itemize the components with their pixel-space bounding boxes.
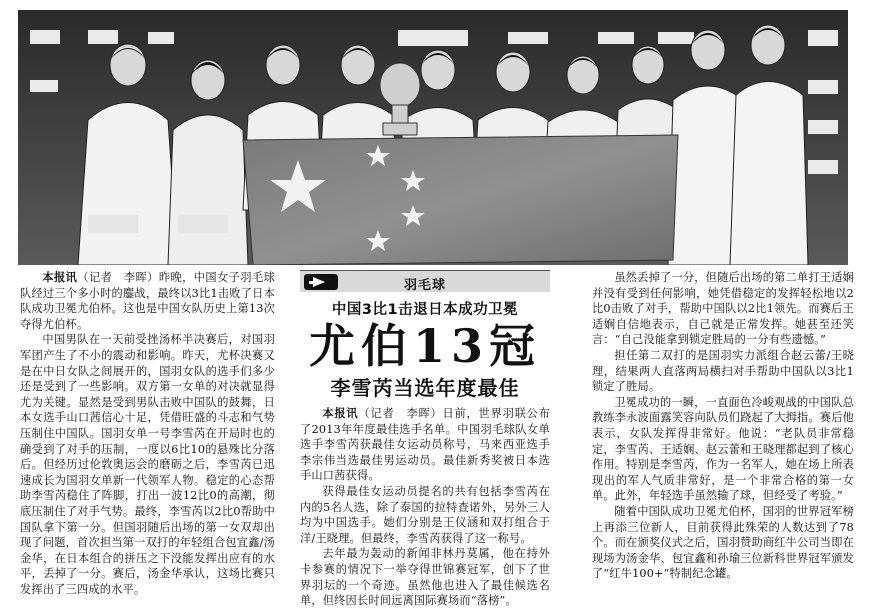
left-paragraph: 中国男队在一天前受挫汤杯半决赛后，对国羽军团产生了不小的震动和影响。昨天，尤杯决赛又是在中日女队之间展开的，国羽女队的选手们多少还是受到了一些影响。双方第一女单的对决就显得尤为关键。显然是受到男队击败中国队的鼓舞，日本女选手山口茜信心十足，凭借旺盛的斗志和气势压制住中国队。国羽女单一号李雪芮在开局时也的确受到了对手的压制，一度以6比10的悬殊比分落后。但经历过伦敦奥运会的磨砺之后，李雪芮已迅速成长为国羽女单新一代领军人物。稳定的心态帮助李雪芮稳住了阵脚，打出一波12比0的高潮，彻底压制住了对手气势。最终，李雪芮以2比0帮助中国队拿下第一分。但国羽随后出场的第一女双却出现了问题，首次担当第一双打的年轻组合包宜鑫/汤金华，在日本组合的拼压之下没能发挥出应有的水平，丢掉了一分。赛后，汤金华承认，这场比赛只发挥出了三四成的水平。 (20, 333, 275, 596)
section-bar (300, 270, 550, 292)
right-paragraph: 随着中国队成功卫冕尤伯杯，国羽的世界冠军榜上再添三位新人，目前获得此殊荣的人数达到了78个。而在颁奖仪式之后，国羽赞助商红牛公司当即在现场为汤金华、包宜鑫和孙瑜三位新科世界冠军颁发了“红牛100+”特制纪念罐。 (592, 504, 854, 581)
right-paragraph: 担任第二双打的是国羽实力派组合赵云蕾/王晓理，结果两人直落两局横扫对手帮助中国队以3比1锁定了胜局。 (592, 348, 854, 394)
article-deck: 李雪芮当选年度最佳 (330, 376, 520, 400)
team-photo-graphic (18, 10, 848, 265)
section-label: 羽毛球 (403, 278, 446, 293)
right-article-column (592, 270, 854, 610)
article-subhead: 中国3比1击退日本成功卫冕 (331, 302, 519, 318)
center-article (300, 270, 550, 610)
center-article-body (300, 406, 550, 609)
trophy-icon (380, 63, 420, 135)
center-lead-text: （记者 李晖）日前，世界羽联公布了2013年年度最佳选手名单。中国羽毛球队女单选手李雪芮获最佳女运动员称号，马来西亚选手李宗伟当选最佳男运动员。最佳新秀奖被日本选手山口茜获得。 (300, 407, 551, 483)
team-photo (18, 10, 848, 265)
center-byline: 本报讯 (322, 406, 359, 420)
chinese-flag (243, 135, 678, 265)
article-headline: 尤伯13冠 (308, 319, 541, 373)
left-article-column (20, 270, 275, 610)
left-byline: 本报讯 (42, 270, 78, 284)
right-paragraph: 虽然丢掉了一分，但随后出场的第二单打王适娴并没有受到任何影响，她凭借稳定的发挥轻松地以2比0击败了对手，帮助中国队以2比1领先。而赛后王适娴自信地表示，自己就是正常发挥。她甚至还笑言：“自己没能拿到锁定胜局的一分有些遗憾。” (592, 271, 854, 347)
center-lead-paragraph (300, 406, 550, 484)
center-paragraph: 去年最为轰动的新闻非林丹莫属，他在持外卡参赛的情况下一举夺得世锦赛冠军，创下了世界羽坛的一个奇迹。虽然他也进入了最佳候选名单，但终因长时间远离国际赛场而“落榜”。 (300, 547, 550, 608)
center-paragraph: 获得最佳女运动员提名的共有包括李雪芮在内的5名人选，除了泰国的拉特查诺外，另外三人均为中国选手。她们分别是王仪涵和双打组合于洋/王晓理。但最终，李雪芮获得了这一称号。 (300, 484, 550, 545)
right-paragraph: 卫冕成功的一瞬，一直面色冷峻观战的中国队总教练李永波面露笑容向队员们跷起了大拇指。赛后他表示，女队发挥得非常好。他说：“老队员非常稳定，李雪芮、王适娴、赵云蕾和王晓理都起到了核心作用。特别是李雪芮，作为一名军人，她在场上所表现出的军人气质非常好，是一个非常合格的第一女单。此外，年轻选手虽然输了球，但经受了考验。” (592, 395, 854, 503)
left-lead-text: （记者 李晖）昨晚，中国女子羽毛球队经过三个多小时的鏖战，最终以3比1击败了日本队成功卫冕尤伯杯。这也是中国女队历史上第13次夺得尤伯杯。 (20, 271, 275, 331)
left-lead-paragraph (20, 270, 275, 332)
